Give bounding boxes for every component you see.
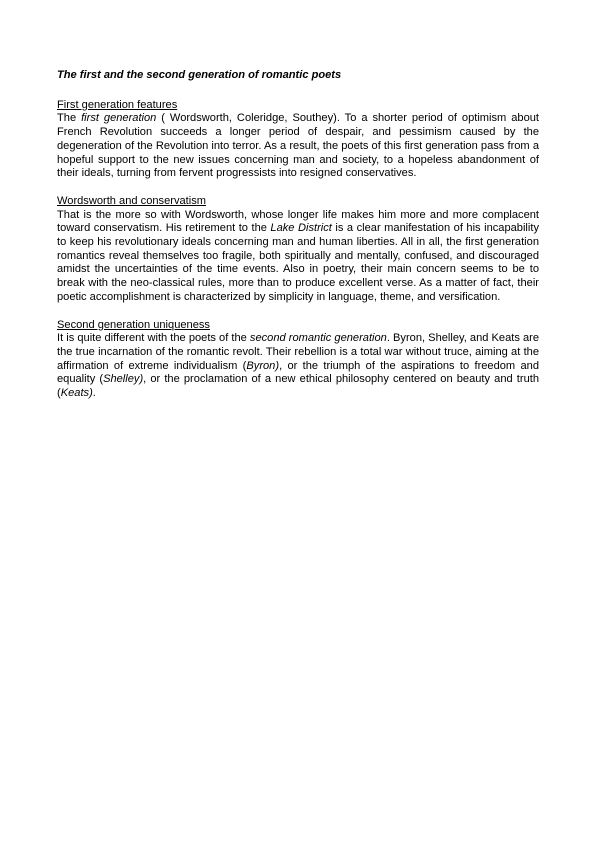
text-segment: , or the proclamation of a new ethical philosophy centered on beauty and truth (	[57, 373, 539, 400]
text-segment: . Byron, Shelley, and Keats are the true incarnation of the romantic revolt. Their rebellion is a total war without truce, aiming at the affirmation of extreme individualism (	[57, 332, 539, 372]
section-heading: Second generation uniqueness	[57, 318, 210, 331]
text-segment: That is the more so with Wordsworth, whose longer life makes him more and more complacent toward conservatism. His retirement to the	[57, 208, 539, 235]
document-title: The first and the second generation of romantic poets	[57, 69, 342, 81]
section-paragraph	[57, 332, 539, 401]
italic-text-segment: Byron)	[246, 359, 280, 372]
section-wordsworth-conservatism	[57, 195, 539, 305]
text-segment: The	[57, 112, 82, 125]
section-paragraph	[57, 209, 539, 305]
section-heading: Wordsworth and conservatism	[57, 194, 207, 207]
text-segment: .	[92, 387, 96, 400]
text-segment: ( Wordsworth, Coleridge, Southey). To a shorter period of optimism about French Revolution succeeds a longer period of despair, and pessimism caused by the degeneration of the Revolution into terror. As a result, the poets of this first generation pass from a hopeful support to the new issues concerning man and society, to a hopeless abandonment of their ideals, turning from fervent progressists into resigned conservatives.	[57, 112, 540, 180]
section-first-generation	[57, 99, 539, 181]
italic-text-segment: Lake District	[270, 222, 332, 235]
section-second-generation	[57, 319, 539, 401]
text-segment: It is quite different with the poets of the	[57, 332, 250, 345]
section-heading: First generation features	[57, 98, 178, 111]
italic-text-segment: Keats)	[60, 387, 93, 400]
italic-text-segment: Shelley)	[103, 373, 144, 386]
italic-text-segment: second romantic generation	[249, 332, 387, 345]
text-segment: is a clear manifestation of his incapability to keep his revolutionary ideals concerning man and human liberties. All in all, the first generation romantics reveal themselves too fragile, both spiritually and mentally, confused, and discouraged amidst the uncertainties of the time events. Also in poetry, their main concern seems to be to break with the neo-classical rules, more than to produce excellent verse. As a matter of fact, their poetic accomplishment is characterized by simplicity in language, theme, and versification.	[57, 222, 539, 303]
document-page	[57, 69, 539, 415]
italic-text-segment: first generation	[81, 112, 157, 125]
section-paragraph	[57, 112, 539, 181]
text-segment: , or the triumph of the aspirations to freedom and equality (	[57, 359, 539, 386]
